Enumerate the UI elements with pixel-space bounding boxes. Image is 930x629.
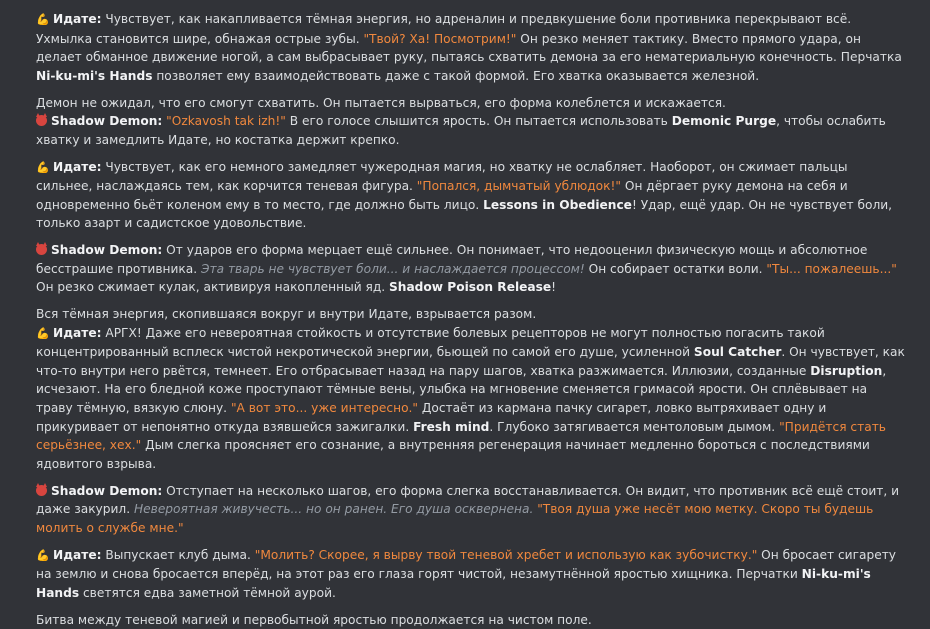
text: Дым слегка проясняет его сознание, а внутренняя регенерация начинает медленно бороться с последствиями ядовитого взрыва.	[36, 438, 870, 471]
speaker-name: Идате:	[53, 159, 102, 174]
skill-name: Ni-ku-mi's Hands	[36, 68, 153, 83]
speaker-name: Идате:	[53, 12, 102, 26]
text: !	[551, 280, 557, 295]
quote: "Ты... пожалеешь..."	[766, 261, 897, 276]
speaker-name: Shadow Demon:	[51, 483, 163, 498]
text: АРГХ! Даже его невероятная стойкость и отсутствие болевых рецепторов не могут полностью погасить такой концентрированный всплеск чистой некротической энергии, бьющей по самой его душе, усиленной	[36, 325, 825, 360]
message-idate-1	[36, 10, 906, 85]
demon-face-icon	[36, 485, 47, 496]
skill-name: Demonic Purge	[671, 114, 777, 129]
flexed-arm-icon: 💪	[36, 160, 50, 174]
flexed-arm-icon: 💪	[36, 326, 50, 340]
text: ! Удар, ещё удар. Он не чувствует боли, только азарт и садистское удовольствие.	[36, 197, 893, 231]
skill-name: Disruption	[810, 363, 883, 378]
text: . Он чувствует, как что-то внутри него рвётся, темнеет. Его отбрасывает назад на пару шагов, хватка разжимается. Иллюзии, созданные	[36, 345, 905, 378]
flexed-arm-icon: 💪	[36, 13, 50, 26]
demon-face-icon	[36, 244, 47, 255]
message-demon-3	[36, 482, 906, 538]
text: Он бросает сигарету на землю и снова бросается вперёд, на этот раз его глаза горят чистой, незамутнённой яростью хищника. Перчатки	[36, 547, 897, 582]
message-idate-4	[36, 546, 906, 603]
speaker-name: Shadow Demon:	[51, 243, 163, 258]
message-demon-1	[36, 112, 906, 149]
text: позволяет ему взаимодействовать даже с такой формой. Его хватка оказывается железной.	[152, 68, 760, 83]
text: светятся едва заметной тёмной аурой.	[79, 585, 336, 600]
demon-face-icon	[36, 115, 47, 126]
quote: "Твой? Ха! Посмотрим!"	[363, 31, 517, 46]
text: , чтобы ослабить хватку и замедлить Идате, но костатка держит крепко.	[36, 114, 886, 147]
message-demon-2	[36, 241, 906, 297]
thought: Эта тварь не чувствует боли... и наслаждается процессом!	[201, 261, 585, 276]
message-narration-1	[36, 94, 906, 113]
narration-text: Вся тёмная энергия, скопившаяся вокруг и внутри Идате, взрывается разом.	[36, 307, 537, 322]
text: Отступает на несколько шагов, его форма слегка восстанавливается. Он видит, что противник всё ещё стоит, и даже закурил.	[36, 483, 900, 517]
text: Он собирает остатки воли.	[584, 261, 767, 276]
text: От ударов его форма мерцает ещё сильнее. Он понимает, что недооценил физическую мощь и абсолютное бесстрашие противника.	[36, 243, 868, 276]
text: Достаёт из кармана пачку сигарет, ловко вытряхивает одну и прикуривает от непонятно откуда взявшейся зажигалки.	[36, 401, 827, 434]
quote: "Ozkavosh tak izh!"	[166, 114, 286, 129]
speaker-name: Shadow Demon:	[51, 114, 163, 129]
flexed-arm-icon: 💪	[36, 548, 50, 562]
speaker-name: Идате:	[53, 325, 102, 340]
quote: "Твоя душа уже несёт мою метку. Скоро ты будешь молить о службе мне."	[36, 502, 874, 535]
text: . Глубоко затягивается ментоловым дымом.	[489, 419, 780, 434]
thought: Невероятная живучесть... но он ранен. Его душа осквернена.	[133, 502, 534, 517]
skill-name: Shadow Poison Release	[389, 280, 552, 295]
text: Он резко сжимает кулак, активируя накопленный яд.	[36, 280, 389, 295]
quote: "Молить? Скорее, я вырву твой теневой хребет и использую как зубочистку."	[254, 547, 758, 562]
narration-text: Битва между теневой магией и первобытной яростью продолжается на чистом поле.	[36, 612, 592, 627]
message-idate-2	[36, 158, 906, 233]
text: Он дёргает руку демона на себя и одновременно бьёт коленом ему в то место, где должно быть лицо.	[36, 179, 848, 212]
skill-name: Fresh mind	[413, 419, 490, 434]
skill-name: Lessons in Obedience	[483, 197, 632, 212]
text: В его голосе слышится ярость. Он пытается использовать	[285, 114, 672, 129]
text: Выпускает клуб дыма.	[101, 547, 255, 562]
text: Чувствует, как накапливается тёмная энергия, но адреналин и предвкушение боли противника перекрывают всё. Ухмылка становится шире, обнажая острые зубы.	[36, 12, 852, 46]
message-narration-3	[36, 611, 906, 629]
quote: "Попался, дымчатый ублюдок!"	[416, 179, 621, 194]
text: Чувствует, как его немного замедляет чужеродная магия, но хватку не ослабляет. Наоборот, он сжимает пальцы сильнее, наслаждаясь тем, как корчится теневая фигура.	[36, 159, 848, 194]
narration-text: Демон не ожидал, что его смогут схватить. Он пытается вырваться, его форма колеблется и искажается.	[36, 95, 726, 110]
skill-name: Soul Catcher	[693, 345, 782, 360]
quote: "Придётся стать серьёзнее, хех."	[36, 419, 886, 453]
speaker-name: Идате:	[53, 547, 102, 562]
text: Он резко меняет тактику. Вместо прямого удара, он делает обманное движение ногой, а сам выбрасывает руку, пытаясь схватить демона за его нематериальную конечность. Перчатка	[36, 31, 902, 65]
quote: "А вот это... уже интересно."	[230, 401, 418, 416]
message-idate-3	[36, 324, 906, 474]
message-narration-2	[36, 305, 906, 324]
skill-name: Ni-ku-mi's Hands	[36, 567, 871, 600]
text: , исчезают. На его бледной коже проступают тёмные вены, улыбка на мгновение сменяется гримасой ярости. Он сплёвывает на траву тёмную, вязкую слюну.	[36, 363, 887, 416]
